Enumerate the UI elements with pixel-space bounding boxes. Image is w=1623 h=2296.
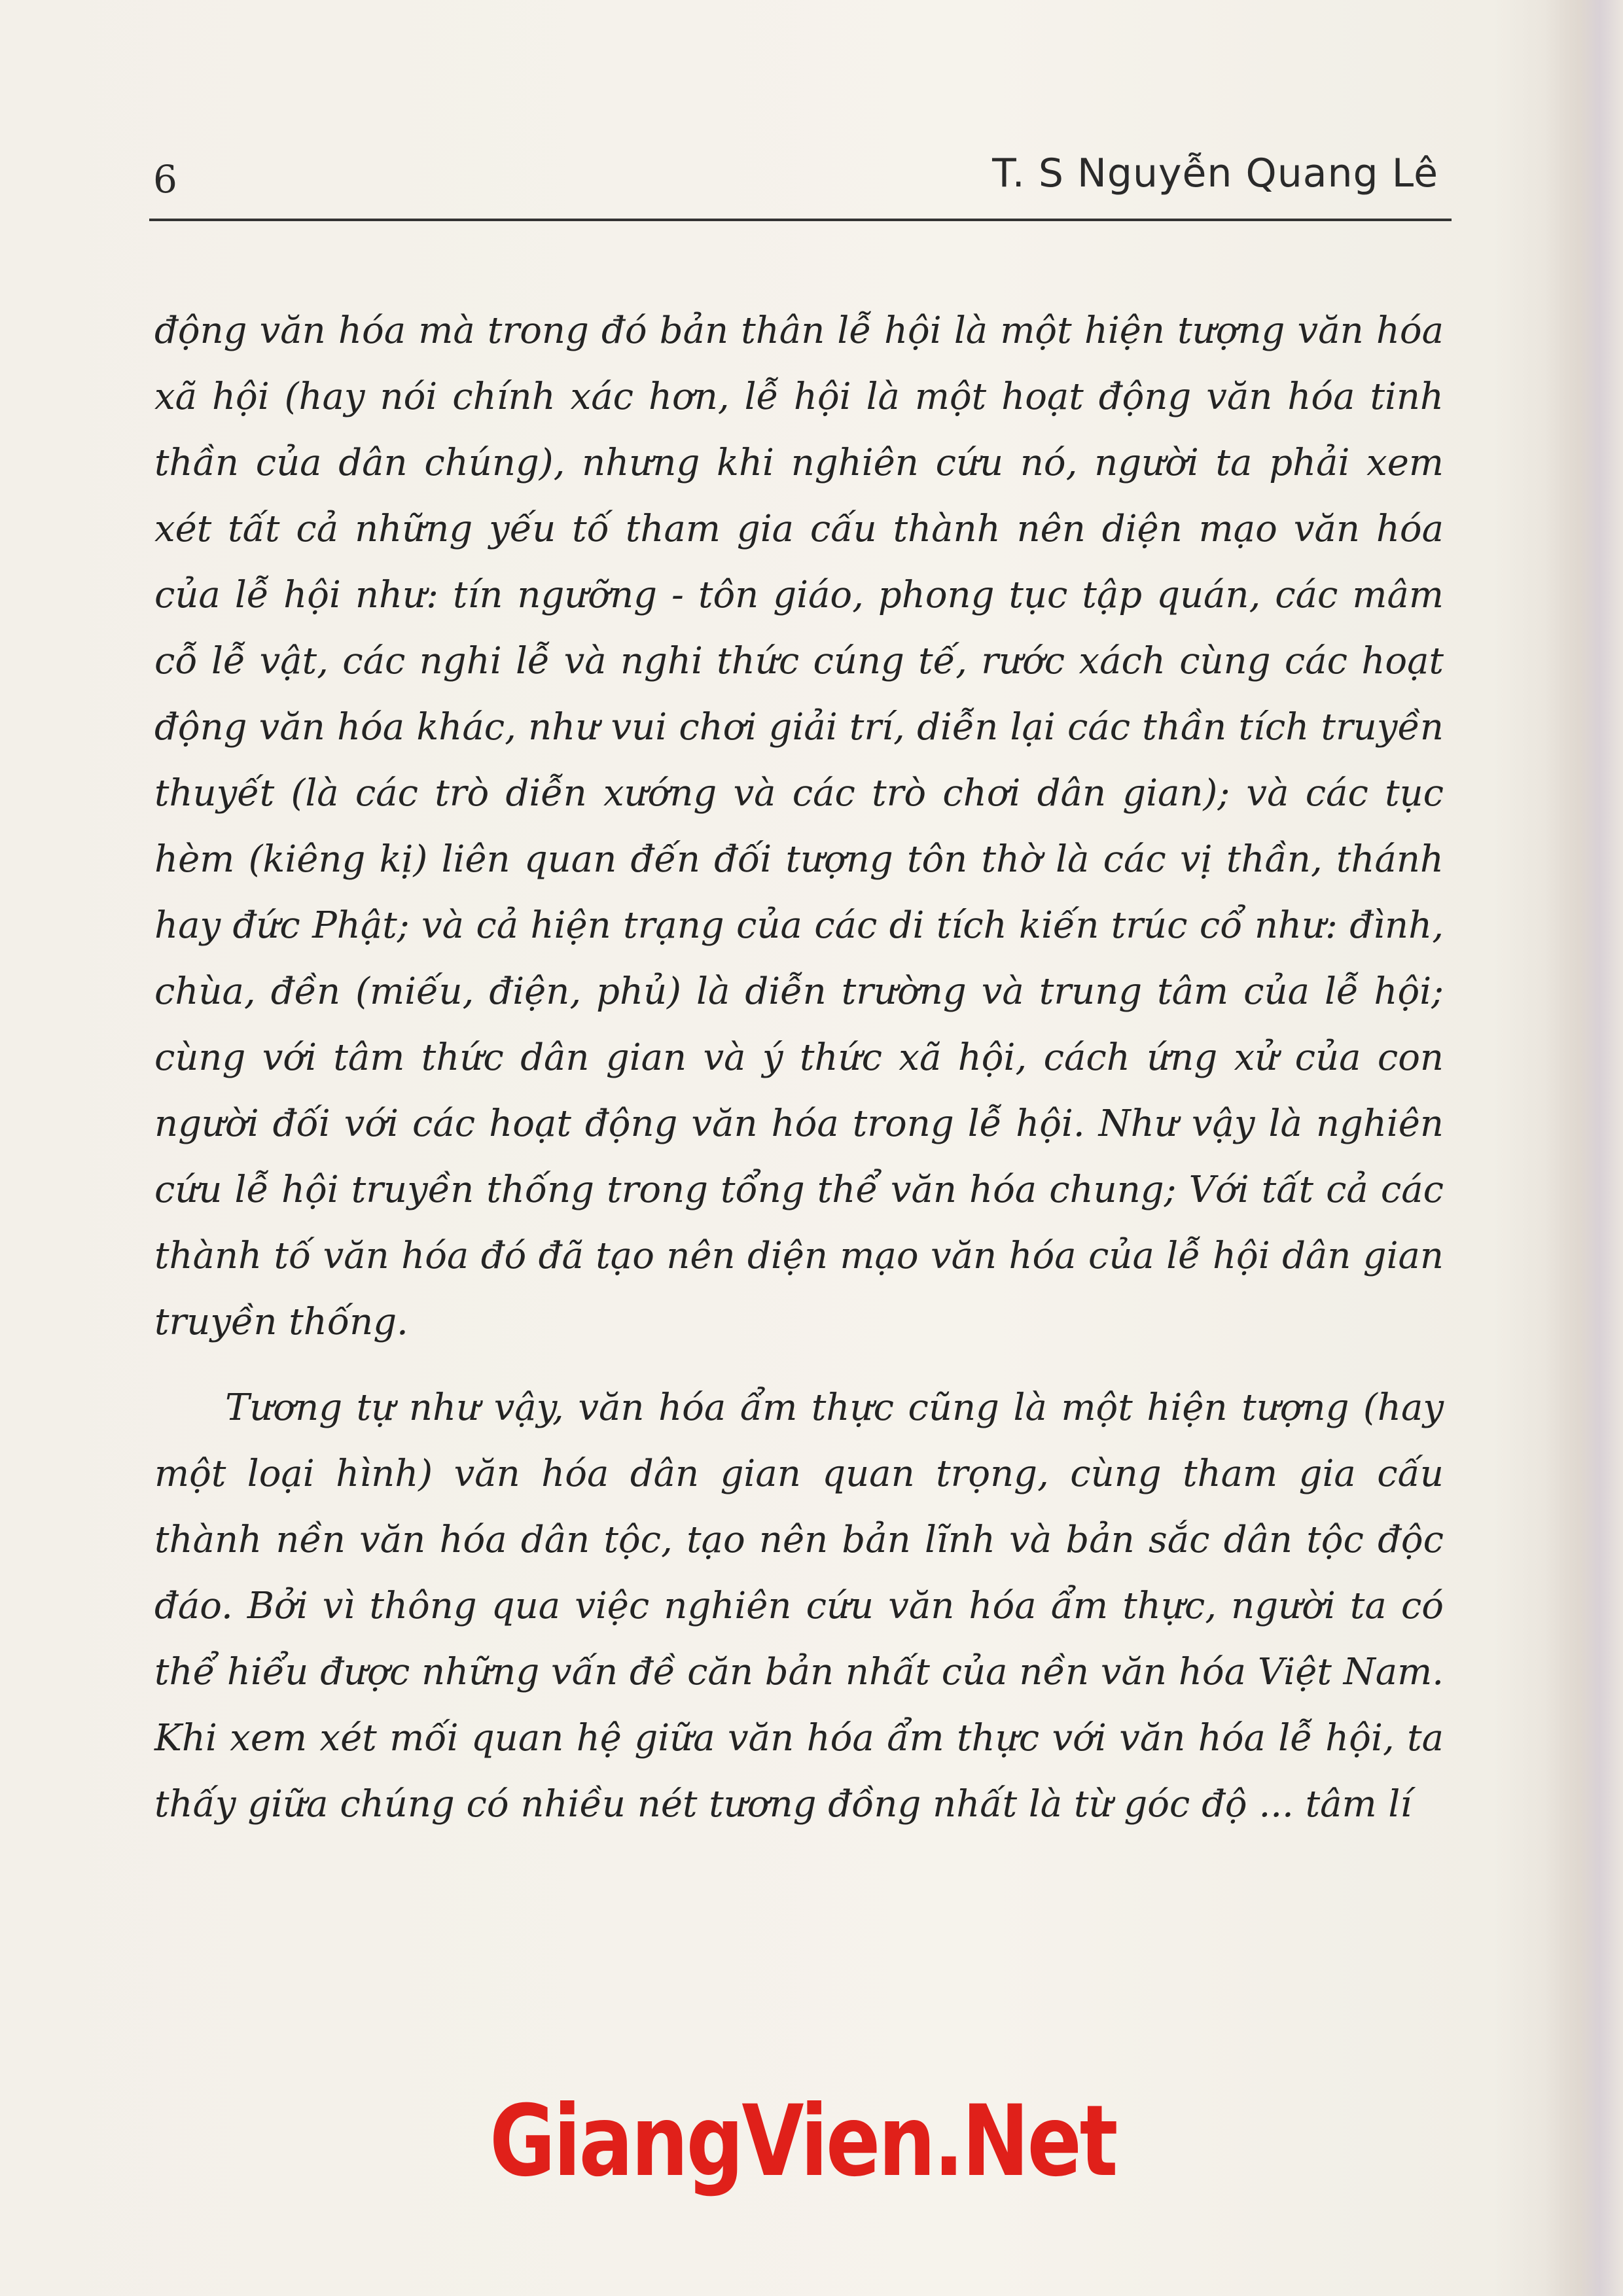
paragraph: động văn hóa mà trong đó bản thân lễ hội là một hiện tượng văn hóa xã hội (hay nói chính xác hơn, lễ hội là một hoạt động văn hóa tinh thần của dân chúng), nhưng khi nghiên cứu nó, người ta phải xem xét tất cả những yếu tố tham gia cấu thành nên diện mạo văn hóa của lễ hội như: tín ngưỡng - tôn giáo, phong tục tập quán, các mâm cỗ lễ vật, các nghi lễ và nghi thức cúng tế, rước xách cùng các hoạt động văn hóa khác, như vui chơi giải trí, diễn lại các thần tích truyền thuyết (là các trò diễn xướng và các trò chơi dân gian); và các tục hèm (kiêng kị) liên quan đến đối tượng tôn thờ là các vị thần, thánh hay đức Phật; và cả hiện trạng của các di tích kiến trúc cổ như: đình, chùa, đền (miếu, điện, phủ) là diễn trường và trung tâm của lễ hội; cùng với tâm thức dân gian và ý thức xã hội, cách ứng xử của con người đối với các hoạt động văn hóa trong lễ hội. Như vậy là nghiên cứu lễ hội truyền thống trong tổng thể văn hóa chung; Với tất cả các thành tố văn hóa đó đã tạo nên diện mạo văn hóa của lễ hội dân gian truyền thống. [154, 309, 1444, 1343]
paragraph: Tương tự như vậy, văn hóa ẩm thực cũng là một hiện tượng (hay một loại hình) văn hóa dân gian quan trọng, cùng tham gia cấu thành nền văn hóa dân tộc, tạo nên bản lĩnh và bản sắc dân tộc độc đáo. Bởi vì thông qua việc nghiên cứu văn hóa ẩm thực, người ta có thể hiểu được những vấn đề căn bản nhất của nền văn hóa Việt Nam. Khi xem xét mối quan hệ giữa văn hóa ẩm thực với văn hóa lễ hội, ta thấy giữa chúng có nhiều nét tương đồng nhất là từ góc độ ... tâm lí [154, 1386, 1444, 1826]
header-rule [149, 219, 1452, 221]
page-header [149, 143, 1452, 221]
body-text [154, 298, 1444, 1837]
watermark: GiangVien.Net [490, 2085, 1116, 2199]
page-number: 6 [153, 157, 177, 202]
running-head: T. S Nguyễn Quang Lê [992, 150, 1438, 196]
page-edge-shadow [1544, 0, 1623, 2296]
